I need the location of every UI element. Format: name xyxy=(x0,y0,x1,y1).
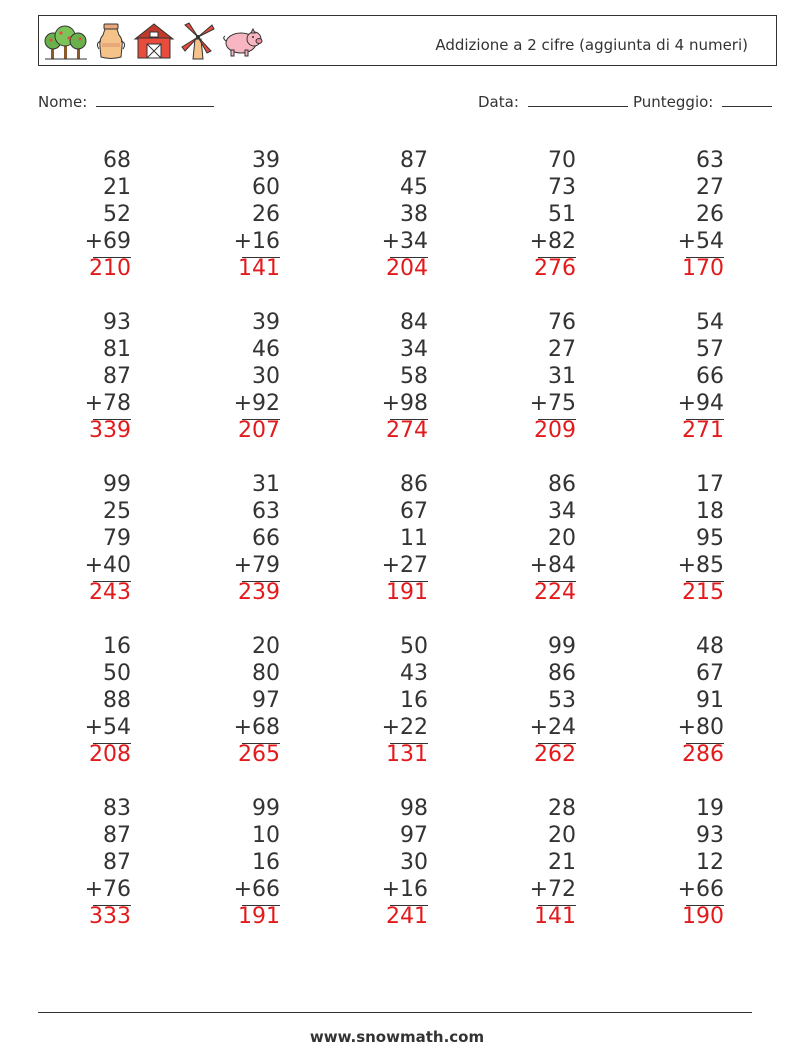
addend: 50 xyxy=(400,634,428,659)
answer: 274 xyxy=(386,418,428,443)
addend: 60 xyxy=(252,175,280,200)
answer: 191 xyxy=(238,904,280,929)
answer: 262 xyxy=(534,742,576,767)
addend: 67 xyxy=(696,661,724,686)
problem-22 xyxy=(180,795,280,930)
sum-rule xyxy=(390,257,428,258)
date-label: Data: xyxy=(478,93,519,111)
addend: 19 xyxy=(696,796,724,821)
sum-rule xyxy=(93,581,131,582)
problem-12 xyxy=(180,471,280,606)
addend: 84 xyxy=(400,310,428,335)
addend: 87 xyxy=(103,364,131,389)
answer: 243 xyxy=(89,580,131,605)
answer: 241 xyxy=(386,904,428,929)
addend: 20 xyxy=(252,634,280,659)
name-field xyxy=(38,92,214,111)
sum-rule xyxy=(538,257,576,258)
addend: 52 xyxy=(103,202,131,227)
problem-8 xyxy=(328,309,428,444)
problem-16 xyxy=(31,633,131,768)
footer-divider xyxy=(38,1012,752,1013)
milk-jug-icon xyxy=(93,21,129,61)
addend: 66 xyxy=(252,526,280,551)
addend: 50 xyxy=(103,661,131,686)
header-icons xyxy=(43,20,265,62)
addend: 21 xyxy=(103,175,131,200)
addend: +16 xyxy=(233,229,280,254)
addend: 70 xyxy=(548,148,576,173)
problem-18 xyxy=(328,633,428,768)
sum-rule xyxy=(390,905,428,906)
addend: 63 xyxy=(252,499,280,524)
sum-rule xyxy=(242,419,280,420)
answer: 265 xyxy=(238,742,280,767)
header-box xyxy=(38,15,777,66)
problem-11 xyxy=(31,471,131,606)
problem-9 xyxy=(476,309,576,444)
addend: +72 xyxy=(529,877,576,902)
addend: 34 xyxy=(400,337,428,362)
sum-rule xyxy=(538,581,576,582)
problem-3 xyxy=(328,147,428,282)
problem-7 xyxy=(180,309,280,444)
addend: +66 xyxy=(677,877,724,902)
addend: 86 xyxy=(400,472,428,497)
addend: 93 xyxy=(696,823,724,848)
addend: 48 xyxy=(696,634,724,659)
answer: 131 xyxy=(386,742,428,767)
addend: 38 xyxy=(400,202,428,227)
sum-rule xyxy=(93,743,131,744)
addend: 54 xyxy=(696,310,724,335)
addend: 21 xyxy=(548,850,576,875)
date-field xyxy=(478,92,628,111)
barn-icon xyxy=(133,21,175,61)
addend: 53 xyxy=(548,688,576,713)
sum-rule xyxy=(93,257,131,258)
addend: 79 xyxy=(103,526,131,551)
answer: 224 xyxy=(534,580,576,605)
score-blank[interactable] xyxy=(722,92,772,107)
addend: 95 xyxy=(696,526,724,551)
addend: +27 xyxy=(381,553,428,578)
answer: 286 xyxy=(682,742,724,767)
answer: 209 xyxy=(534,418,576,443)
addend: 16 xyxy=(400,688,428,713)
addend: 66 xyxy=(696,364,724,389)
tree-icon xyxy=(43,21,89,61)
addend: 76 xyxy=(548,310,576,335)
answer: 210 xyxy=(89,256,131,281)
answer: 207 xyxy=(238,418,280,443)
answer: 239 xyxy=(238,580,280,605)
addend: 30 xyxy=(252,364,280,389)
sum-rule xyxy=(93,905,131,906)
addend: 57 xyxy=(696,337,724,362)
addend: 88 xyxy=(103,688,131,713)
problem-24 xyxy=(476,795,576,930)
addend: +84 xyxy=(529,553,576,578)
problem-20 xyxy=(624,633,724,768)
addend: +78 xyxy=(84,391,131,416)
addend: 30 xyxy=(400,850,428,875)
answer: 215 xyxy=(682,580,724,605)
addend: 43 xyxy=(400,661,428,686)
addend: +34 xyxy=(381,229,428,254)
sum-rule xyxy=(686,743,724,744)
addend: 25 xyxy=(103,499,131,524)
addend: +66 xyxy=(233,877,280,902)
score-field xyxy=(633,92,772,111)
addend: 80 xyxy=(252,661,280,686)
sum-rule xyxy=(390,581,428,582)
addend: +92 xyxy=(233,391,280,416)
addend: 93 xyxy=(103,310,131,335)
addend: 28 xyxy=(548,796,576,821)
addend: 97 xyxy=(252,688,280,713)
answer: 333 xyxy=(89,904,131,929)
addend: 58 xyxy=(400,364,428,389)
name-blank[interactable] xyxy=(96,92,214,107)
addend: 34 xyxy=(548,499,576,524)
problem-4 xyxy=(476,147,576,282)
answer: 141 xyxy=(534,904,576,929)
addend: +98 xyxy=(381,391,428,416)
addend: 91 xyxy=(696,688,724,713)
date-blank[interactable] xyxy=(528,92,628,107)
addend: 46 xyxy=(252,337,280,362)
addend: 31 xyxy=(548,364,576,389)
addend: +75 xyxy=(529,391,576,416)
sum-rule xyxy=(686,581,724,582)
windmill-icon xyxy=(179,21,217,61)
addend: 27 xyxy=(548,337,576,362)
answer: 271 xyxy=(682,418,724,443)
sum-rule xyxy=(538,743,576,744)
addend: +82 xyxy=(529,229,576,254)
addend: +54 xyxy=(84,715,131,740)
footer-site: www.snowmath.com xyxy=(309,1028,485,1046)
addend: 87 xyxy=(103,850,131,875)
problem-14 xyxy=(476,471,576,606)
addend: 39 xyxy=(252,310,280,335)
answer: 170 xyxy=(682,256,724,281)
answer: 276 xyxy=(534,256,576,281)
answer: 141 xyxy=(238,256,280,281)
addend: 51 xyxy=(548,202,576,227)
addend: +16 xyxy=(381,877,428,902)
addend: 10 xyxy=(252,823,280,848)
addend: 87 xyxy=(400,148,428,173)
problem-21 xyxy=(31,795,131,930)
sum-rule xyxy=(686,419,724,420)
addend: 97 xyxy=(400,823,428,848)
addend: 11 xyxy=(400,526,428,551)
addend: 27 xyxy=(696,175,724,200)
problem-6 xyxy=(31,309,131,444)
addend: 12 xyxy=(696,850,724,875)
problem-19 xyxy=(476,633,576,768)
sum-rule xyxy=(390,419,428,420)
addend: +79 xyxy=(233,553,280,578)
addend: 99 xyxy=(252,796,280,821)
answer: 191 xyxy=(386,580,428,605)
addend: 26 xyxy=(696,202,724,227)
addend: +40 xyxy=(84,553,131,578)
addend: +68 xyxy=(233,715,280,740)
sum-rule xyxy=(242,257,280,258)
addend: 86 xyxy=(548,472,576,497)
problem-13 xyxy=(328,471,428,606)
problem-1 xyxy=(31,147,131,282)
addend: +22 xyxy=(381,715,428,740)
answer: 339 xyxy=(89,418,131,443)
addend: 68 xyxy=(103,148,131,173)
addend: 16 xyxy=(252,850,280,875)
addend: 17 xyxy=(696,472,724,497)
sum-rule xyxy=(242,743,280,744)
sum-rule xyxy=(538,905,576,906)
sum-rule xyxy=(686,257,724,258)
addend: 20 xyxy=(548,526,576,551)
addend: 83 xyxy=(103,796,131,821)
problem-5 xyxy=(624,147,724,282)
addend: 86 xyxy=(548,661,576,686)
addend: +85 xyxy=(677,553,724,578)
addend: 20 xyxy=(548,823,576,848)
addend: 26 xyxy=(252,202,280,227)
problem-15 xyxy=(624,471,724,606)
sum-rule xyxy=(538,419,576,420)
addend: 45 xyxy=(400,175,428,200)
addend: 63 xyxy=(696,148,724,173)
score-label: Punteggio: xyxy=(633,93,714,111)
addend: 73 xyxy=(548,175,576,200)
addend: +69 xyxy=(84,229,131,254)
addend: 98 xyxy=(400,796,428,821)
pig-icon xyxy=(221,21,265,61)
addend: +76 xyxy=(84,877,131,902)
sum-rule xyxy=(242,581,280,582)
addend: 39 xyxy=(252,148,280,173)
addend: 87 xyxy=(103,823,131,848)
name-label: Nome: xyxy=(38,93,88,111)
addend: 99 xyxy=(103,472,131,497)
sum-rule xyxy=(686,905,724,906)
problem-23 xyxy=(328,795,428,930)
addend: 31 xyxy=(252,472,280,497)
sum-rule xyxy=(242,905,280,906)
sum-rule xyxy=(93,419,131,420)
addend: +94 xyxy=(677,391,724,416)
addend: 67 xyxy=(400,499,428,524)
problem-10 xyxy=(624,309,724,444)
addend: +80 xyxy=(677,715,724,740)
answer: 204 xyxy=(386,256,428,281)
problem-17 xyxy=(180,633,280,768)
addend: +24 xyxy=(529,715,576,740)
sum-rule xyxy=(390,743,428,744)
problem-25 xyxy=(624,795,724,930)
addend: +54 xyxy=(677,229,724,254)
addend: 99 xyxy=(548,634,576,659)
addend: 16 xyxy=(103,634,131,659)
addend: 18 xyxy=(696,499,724,524)
addend: 81 xyxy=(103,337,131,362)
answer: 190 xyxy=(682,904,724,929)
answer: 208 xyxy=(89,742,131,767)
problem-2 xyxy=(180,147,280,282)
worksheet-title: Addizione a 2 cifre (aggiunta di 4 numeri) xyxy=(435,36,748,54)
